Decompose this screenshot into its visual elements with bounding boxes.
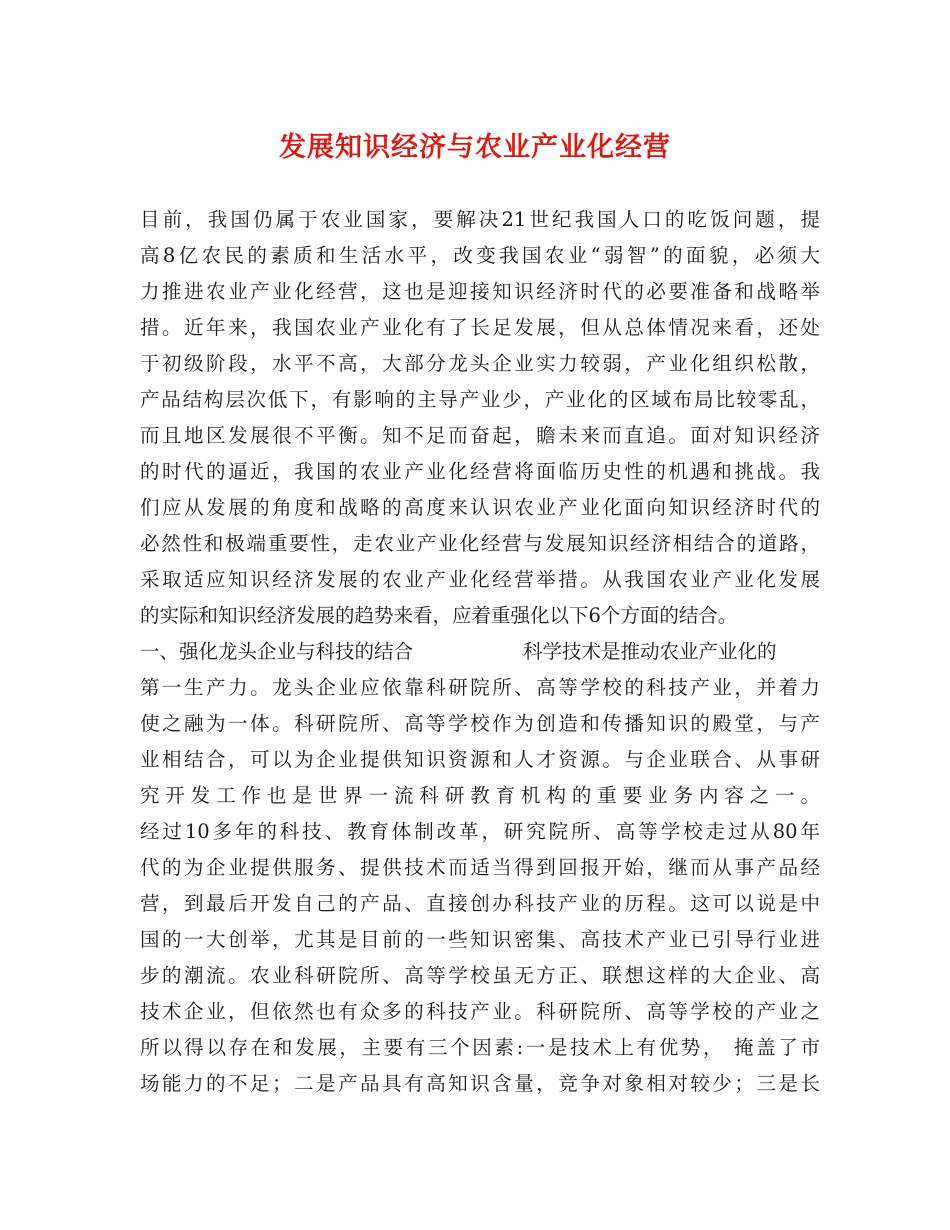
document-body — [140, 202, 820, 1102]
paragraph-line: 第一生产力。龙头企业应依靠科研院所、高等学校的科技产业，并着力 — [140, 676, 820, 699]
section-heading: 一、强化龙头企业与科技的结合 — [140, 640, 414, 663]
paragraph-line: 的时代的逼近，我国的农业产业化经营将面临历史性的机遇和挑战。我 — [140, 460, 820, 483]
paragraph-line: 措。近年来，我国农业产业化有了长足发展，但从总体情况来看，还处 — [140, 316, 820, 339]
paragraph-line: 使之融为一体。科研院所、高等学校作为创造和传播知识的殿堂，与产 — [140, 712, 820, 735]
paragraph-line: 经过10多年的科技、教育体制改革，研究院所、高等学校走过从80年 — [140, 820, 820, 843]
paragraph-line: 代的为企业提供服务、提供技术而适当得到回报开始，继而从事产品经 — [140, 856, 820, 879]
paragraph-line: 必然性和极端重要性，走农业产业化经营与发展知识经济相结合的道路， — [140, 532, 820, 555]
section-first-text: 科学技术是推动农业产业化的 — [523, 640, 777, 663]
paragraph-line: 所以得以存在和发展，主要有三个因素:一是技术上有优势， 掩盖了市 — [140, 1036, 820, 1059]
paragraph-line: 究开发工作也是世界一流科研教育机构的重要业务内容之一。 — [140, 784, 820, 807]
document-title: 发展知识经济与农业产业化经营 — [279, 132, 671, 163]
paragraph-line: 场能力的不足；二是产品具有高知识含量，竞争对象相对较少；三是长 — [140, 1072, 820, 1095]
paragraph-line: 而且地区发展很不平衡。知不足而奋起，瞻未来而直追。面对知识经济 — [140, 424, 820, 447]
paragraph-line: 技术企业，但依然也有众多的科技产业。科研院所、高等学校的产业之 — [140, 1000, 820, 1023]
paragraph-line: 力推进农业产业化经营，这也是迎接知识经济时代的必要准备和战略举 — [140, 280, 820, 303]
section-heading-line — [140, 634, 820, 670]
paragraph-line: 业相结合，可以为企业提供知识资源和人才资源。与企业联合、从事研 — [140, 748, 820, 771]
paragraph-line: 采取适应知识经济发展的农业产业化经营举措。从我国农业产业化发展 — [140, 568, 820, 591]
paragraph-line: 的实际和知识经济发展的趋势来看，应着重强化以下6个方面的结合。 — [140, 604, 738, 627]
paragraph-line: 国的一大创举，尤其是目前的一些知识密集、高技术产业已引导行业进 — [140, 928, 820, 951]
paragraph-line: 营，到最后开发自己的产品、直接创办科技产业的历程。这可以说是中 — [140, 892, 820, 915]
paragraph-line: 们应从发展的角度和战略的高度来认识农业产业化面向知识经济时代的 — [140, 496, 820, 519]
paragraph-line: 于初级阶段，水平不高，大部分龙头企业实力较弱，产业化组织松散， — [140, 352, 820, 375]
paragraph-line: 产品结构层次低下，有影响的主导产业少，产业化的区域布局比较零乱， — [140, 388, 820, 411]
paragraph-line: 目前，我国仍属于农业国家，要解决21世纪我国人口的吃饭问题，提 — [140, 208, 820, 231]
paragraph-line: 高8亿农民的素质和生活水平，改变我国农业“弱智”的面貌，必须大 — [140, 244, 820, 267]
paragraph-line: 步的潮流。农业科研院所、高等学校虽无方正、联想这样的大企业、高 — [140, 964, 820, 987]
